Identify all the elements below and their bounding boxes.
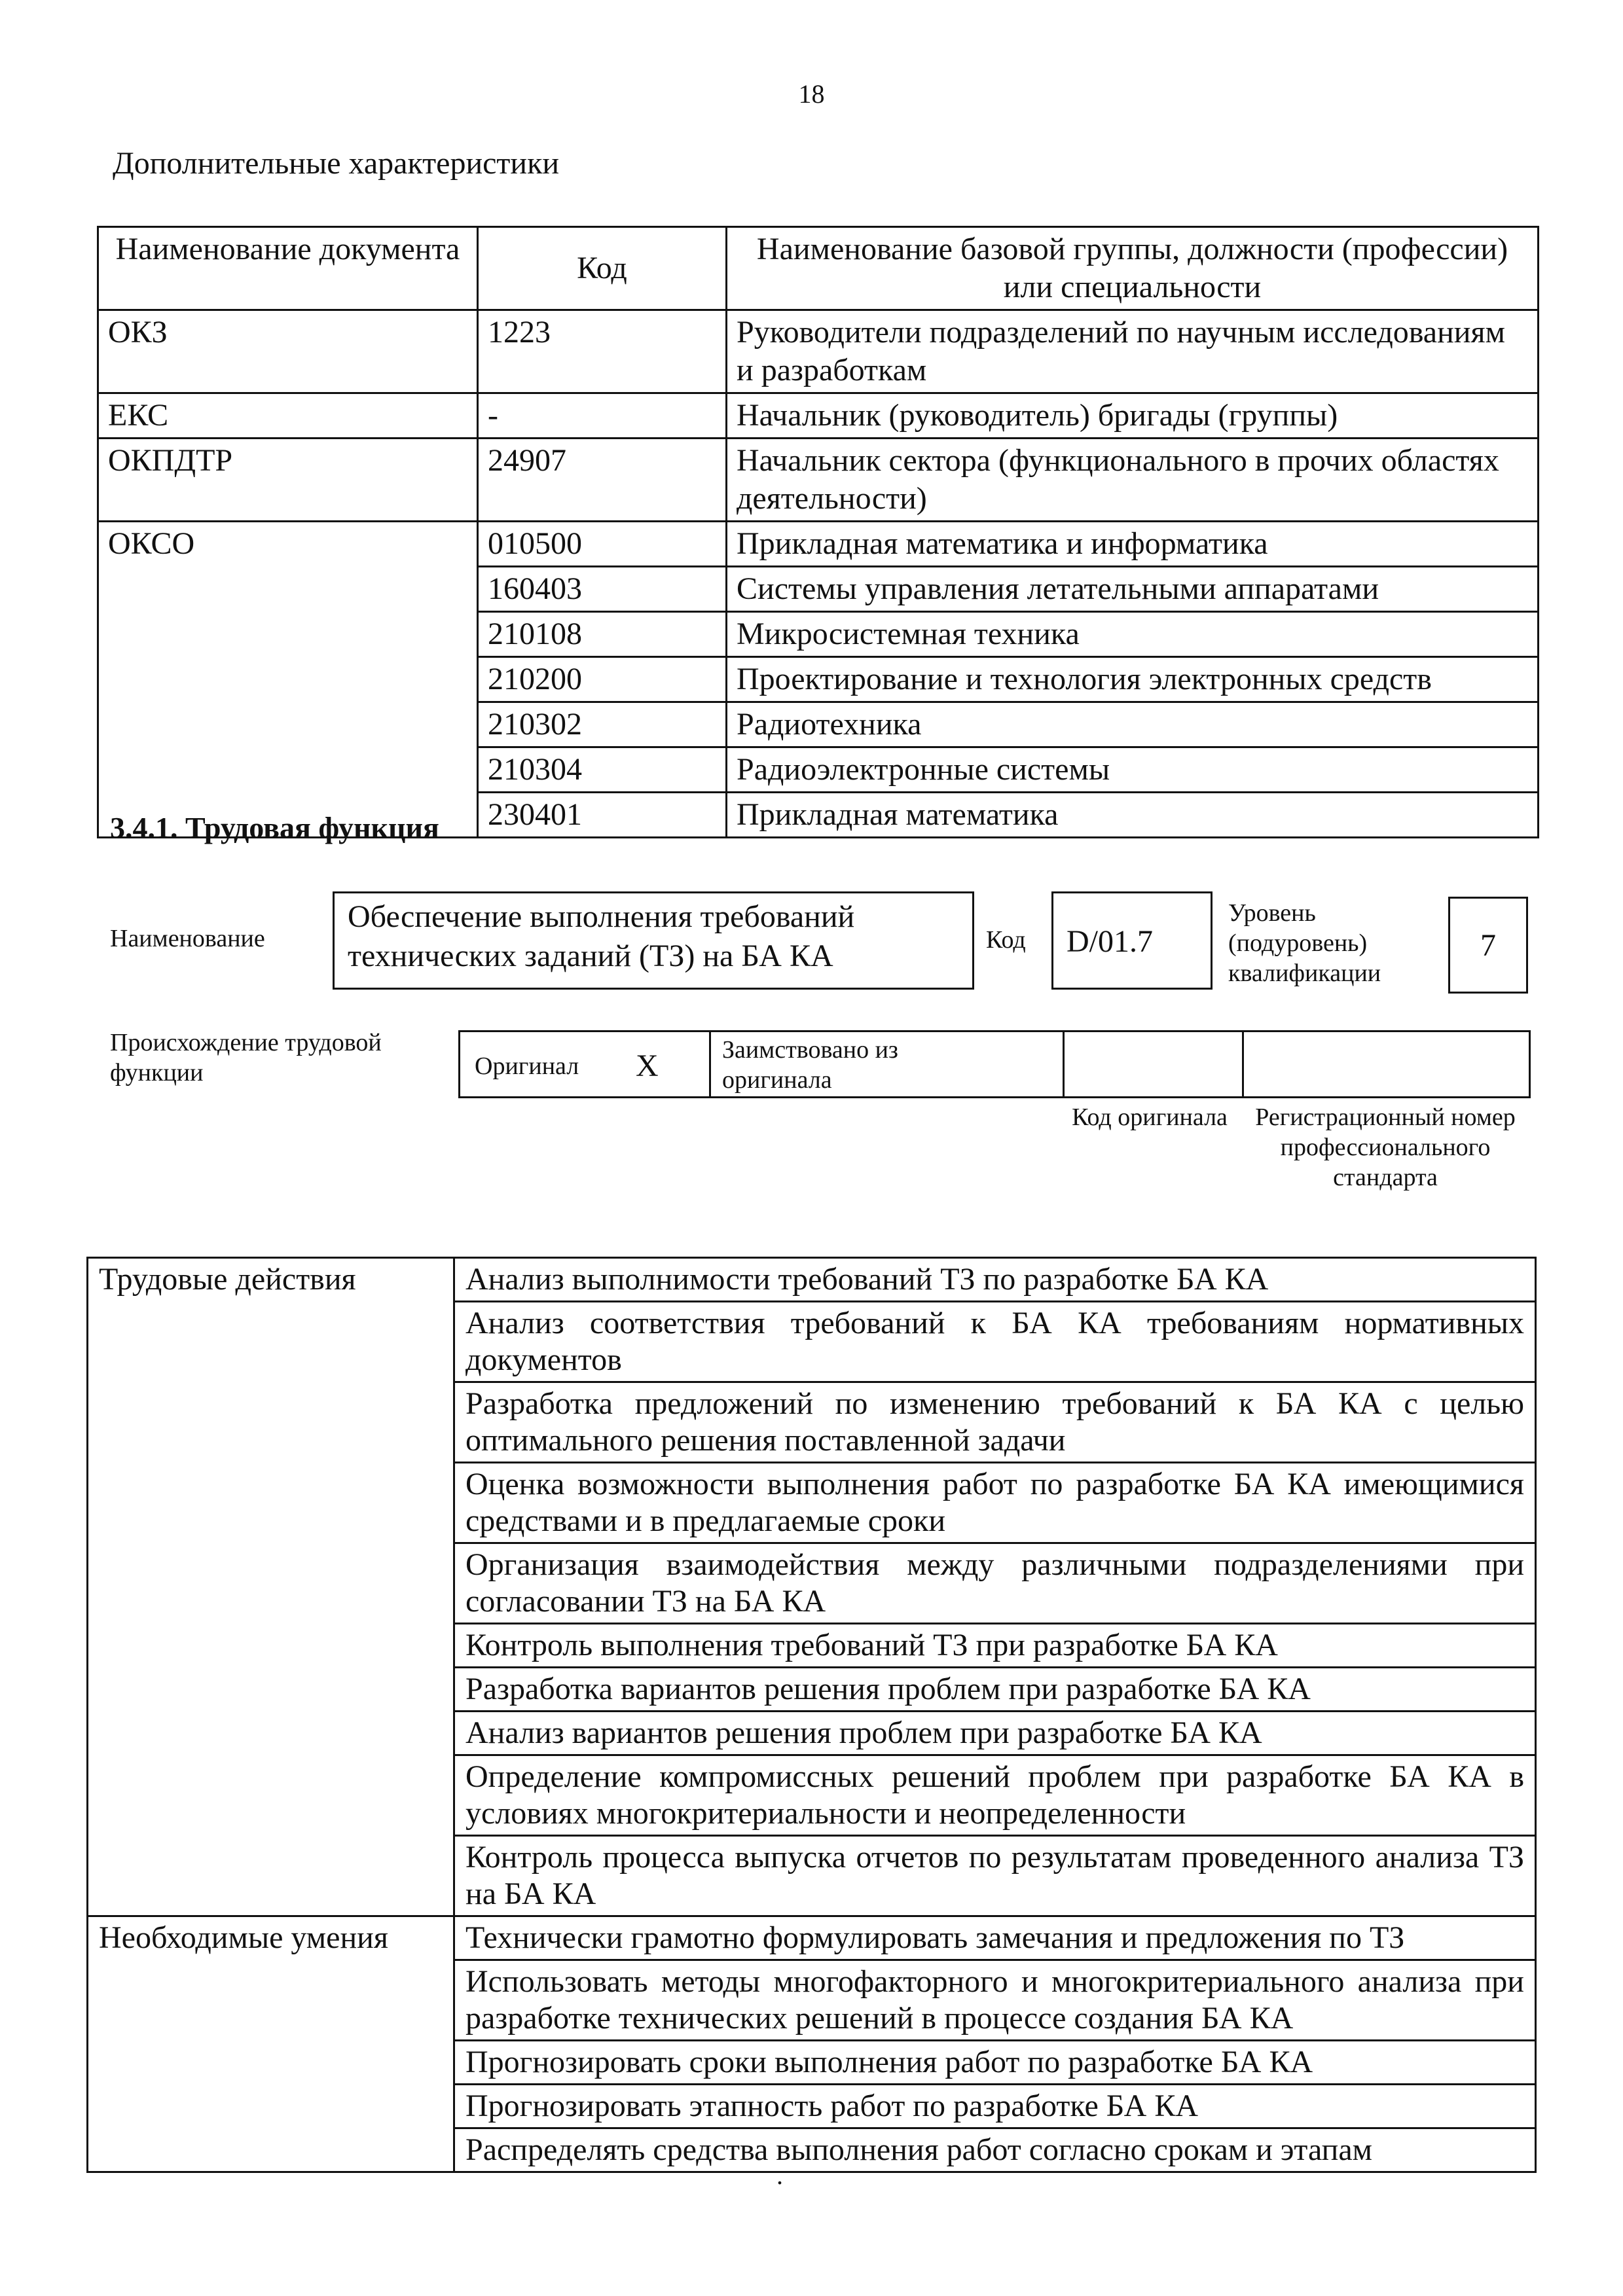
skill-item: Технически грамотно формулировать замечания и предложения по ТЗ — [454, 1916, 1536, 1960]
function-name-box: Обеспечение выполнения требований технических заданий (ТЗ) на БА КА — [333, 891, 974, 990]
header-code: Код — [478, 227, 727, 310]
code-original-label: Код оригинала — [1072, 1103, 1228, 1131]
action-item: Анализ выполнимости требований ТЗ по разработке БА КА — [454, 1258, 1536, 1302]
actions-label: Трудовые действия — [88, 1258, 454, 1916]
doc-cell: ОКПДТР — [98, 439, 478, 522]
table-row — [88, 1916, 1536, 1960]
section-subtitle: Дополнительные характеристики — [113, 146, 560, 181]
code-cell: 1223 — [478, 310, 727, 393]
action-item: Разработка предложений по изменению требований к БА КА с целью оптимального решения поставленной задачи — [454, 1382, 1536, 1463]
table-row — [98, 522, 1539, 567]
table-row — [88, 1258, 1536, 1302]
table-row — [98, 310, 1539, 393]
bottom-mark: . — [776, 2161, 783, 2190]
page-number: 18 — [798, 79, 825, 109]
skills-label: Необходимые умения — [88, 1916, 454, 2172]
action-item: Контроль процесса выпуска отчетов по результатам проведенного анализа ТЗ на БА КА — [454, 1836, 1536, 1916]
action-item: Анализ вариантов решения проблем при разработке БА КА — [454, 1712, 1536, 1755]
code-cell: 210200 — [478, 657, 727, 702]
skill-item: Прогнозировать сроки выполнения работ по разработке БА КА — [454, 2041, 1536, 2085]
doc-cell: ОКСО — [98, 522, 478, 838]
divider — [709, 1032, 711, 1098]
name-cell: Руководители подразделений по научным исследованиям и разработкам — [727, 310, 1539, 393]
level-label: Уровень (подуровень) квалификации — [1228, 899, 1381, 987]
name-cell: Системы управления летательными аппаратами — [727, 567, 1539, 612]
divider — [1063, 1032, 1065, 1098]
function-code-box: D/01.7 — [1051, 891, 1213, 990]
function-details-table — [86, 1257, 1537, 2173]
reg-number-label: Регистрационный номер профессионального стандарта — [1255, 1103, 1516, 1191]
characteristics-table — [97, 226, 1539, 838]
name-cell: Микросистемная техника — [727, 612, 1539, 657]
code-cell: 210304 — [478, 747, 727, 793]
skill-item: Прогнозировать этапность работ по разработке БА КА — [454, 2085, 1536, 2128]
table-row — [98, 393, 1539, 439]
table-row — [98, 439, 1539, 522]
action-item: Разработка вариантов решения проблем при разработке БА КА — [454, 1668, 1536, 1712]
code-cell: 210108 — [478, 612, 727, 657]
name-cell: Проектирование и технология электронных средств — [727, 657, 1539, 702]
name-cell: Начальник сектора (функционального в прочих областях деятельности) — [727, 439, 1539, 522]
borrowed-label: Заимствовано из оригинала — [722, 1036, 898, 1094]
action-item: Определение компромиссных решений проблем при разработке БА КА в условиях многокритериальности и неопределенности — [454, 1755, 1536, 1836]
divider — [1242, 1032, 1244, 1098]
origin-label: Происхождение трудовой функции — [110, 1029, 382, 1086]
code-cell: - — [478, 393, 727, 439]
name-cell: Начальник (руководитель) бригады (группы) — [727, 393, 1539, 439]
original-label: Оригинал — [475, 1052, 579, 1080]
name-cell: Прикладная математика — [727, 793, 1539, 838]
function-heading: 3.4.1. Трудовая функция — [110, 811, 439, 844]
skill-item: Использовать методы многофакторного и многокритериального анализа при разработке технических решений в процессе создания БА КА — [454, 1960, 1536, 2041]
name-cell: Радиоэлектронные системы — [727, 747, 1539, 793]
code-cell: 160403 — [478, 567, 727, 612]
code-cell: 230401 — [478, 793, 727, 838]
action-item: Оценка возможности выполнения работ по разработке БА КА имеющимися средствами и в предлагаемые сроки — [454, 1463, 1536, 1543]
origin-box — [458, 1030, 1531, 1098]
name-cell: Радиотехника — [727, 702, 1539, 747]
code-cell: 24907 — [478, 439, 727, 522]
name-label: Наименование — [110, 925, 265, 952]
skill-item: Распределять средства выполнения работ согласно срокам и этапам — [454, 2128, 1536, 2172]
code-cell: 010500 — [478, 522, 727, 567]
action-item: Контроль выполнения требований ТЗ при разработке БА КА — [454, 1624, 1536, 1668]
doc-cell: ЕКС — [98, 393, 478, 439]
header-name: Наименование базовой группы, должности (профессии) или специальности — [727, 227, 1539, 310]
code-cell: 210302 — [478, 702, 727, 747]
doc-cell: ОКЗ — [98, 310, 478, 393]
code-label: Код — [986, 926, 1026, 954]
name-cell: Прикладная математика и информатика — [727, 522, 1539, 567]
original-mark: X — [636, 1049, 659, 1083]
header-doc: Наименование документа — [98, 227, 478, 310]
table-header-row — [98, 227, 1539, 310]
action-item: Организация взаимодействия между различными подразделениями при согласовании ТЗ на БА КА — [454, 1543, 1536, 1624]
level-value-box: 7 — [1448, 897, 1528, 994]
action-item: Анализ соответствия требований к БА КА требованиям нормативных документов — [454, 1302, 1536, 1382]
